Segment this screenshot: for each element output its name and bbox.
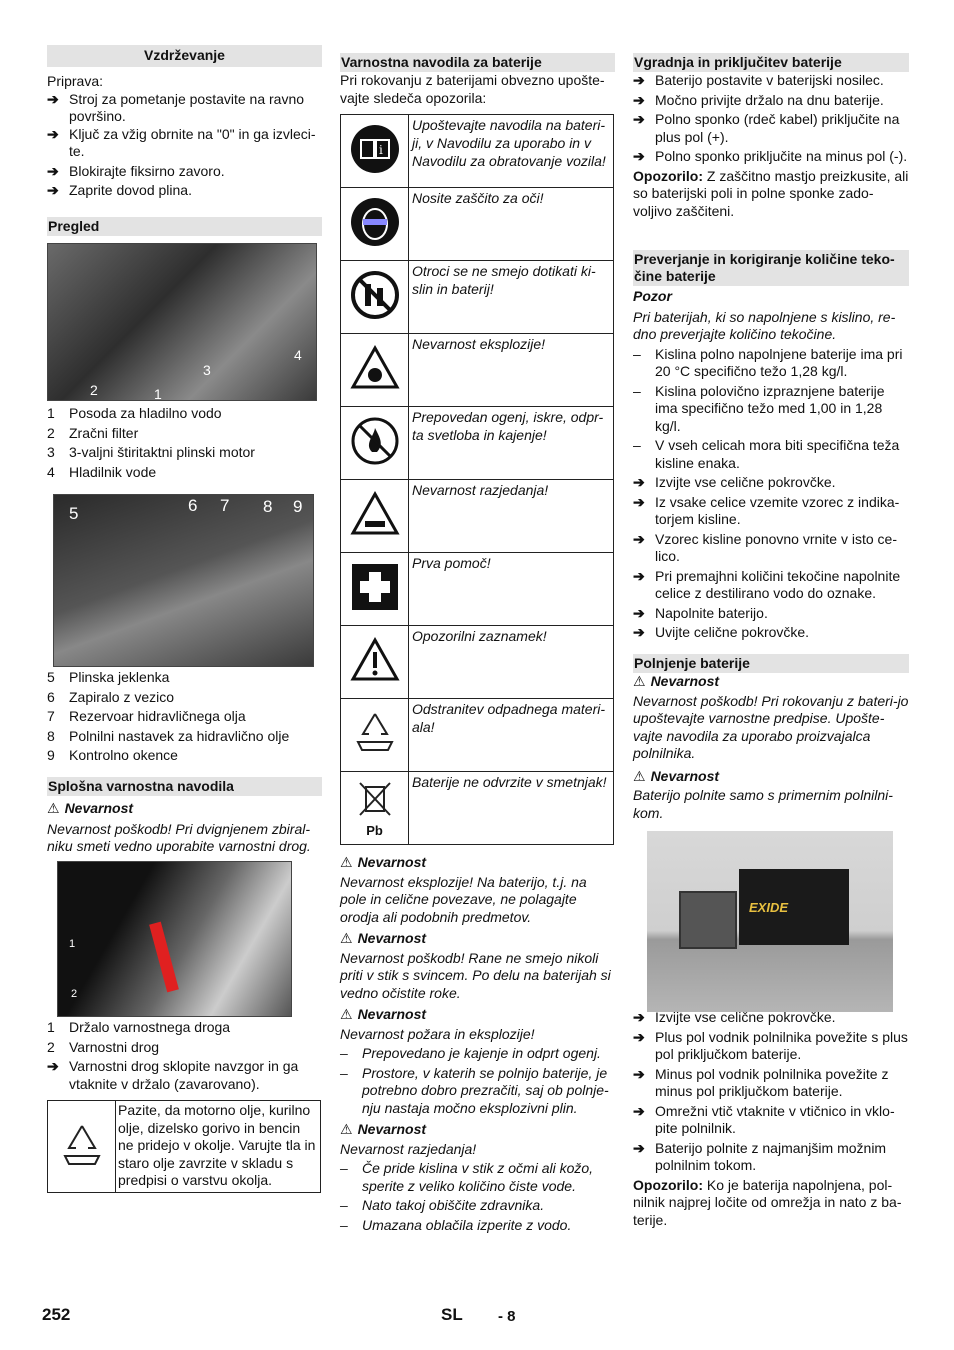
battery-brand-label: EXIDE [749,900,789,915]
corrosive-icon [341,480,409,553]
dash-item: V vseh celicah mora biti specifična teža kisline enaka. [655,437,900,471]
table-row [341,772,614,845]
no-fire-icon [341,407,409,480]
language-code: SL [441,1305,463,1324]
step: Blokirajte fiksirno zavoro. [69,162,225,179]
danger-label: Nevarnost [357,854,427,870]
callout: 3 [203,362,211,378]
arrow-icon: ➔ [47,162,59,179]
danger-text: Nevarnost poškodb! Pri rokovanju z bateri-jo upoštevajte varnostne predpise. Upošte-vajte navodila za uporabo proizvajalca polnilnika. [633,692,909,761]
arrow-icon: ➔ [633,72,645,88]
prep-label: Priprava: [47,73,104,89]
table-row [341,699,614,772]
dash-item: Prostore, v katerih se polnijo baterije, je potrebno dobro prezračiti, saj ob polnje-nju nastaja močno eksplozivni plin. [362,1064,609,1116]
item-label: Polnilni nastavek za hidravlično olje [69,727,290,744]
step: Baterijo postavite v baterijski nosilec. [655,72,884,88]
step: Iz vsake celice vzemite vzorec z indika-torjem kisline. [655,493,900,527]
section-title-check-fluid: Preverjanje in korigiranje količine teko-čine baterije [633,250,909,286]
check-fluid-section [633,288,909,642]
arrow-icon: ➔ [633,624,645,640]
step: Stroj za pometanje postavite na ravno površino. [69,90,305,124]
item-number: 6 [47,688,55,705]
row-text: Baterije ne odvrzite v smetnjak! [409,772,614,845]
step: Ključ za vžig obrnite na "0" in ga izvleci-te. [69,125,316,159]
caution-text: Pri baterijah, ki so napolnjene s kislino, re-dno preverjajte količino tekočine. [633,308,896,342]
step: Pri premajhni količini tekočine napolnite celice z destilirano vodo do oznake. [655,567,901,601]
charging-warnings [633,669,909,822]
row-text: Prepovedan ogenj, iskre, odpr-ta svetloba in kajenje! [409,407,614,480]
section-title-install: Vgradnja in priključitev baterije [633,53,909,72]
note-1 [633,168,909,221]
battery-safety-intro: Pri rokovanju z baterijami obvezno upošte-vajte sledeča opozorila: [340,72,605,106]
arrow-icon: ➔ [633,1065,645,1082]
arrow-icon: ➔ [633,1009,645,1025]
danger-label: Nevarnost [650,767,720,784]
column-1 [47,45,322,200]
page-number: 252 [42,1305,71,1324]
manual-icon [341,115,409,188]
step: Varnostni drog sklopite navzgor in ga vtaknite v držalo (zavarovano). [69,1058,299,1092]
legend-list-3 [47,1019,322,1093]
dash: – [633,382,641,399]
charger-device [679,891,737,949]
item-label: Rezervoar hidravličnega olja [69,708,246,724]
warning-triangle-icon: ⚠ [340,1121,353,1137]
safety-rod-photo [57,861,292,1017]
note-text: Z zaščitno mastjo preizkusite, ali so baterijski poli in polne sponke zado-voljivo zaščiteni. [633,167,909,219]
row-text: Nevarnost razjedanja! [409,480,614,553]
gas-tank-photo [53,494,314,667]
explosion-icon [341,334,409,407]
table-row [341,188,614,261]
dash: – [633,437,641,453]
pb-label: Pb [366,822,383,838]
item-label: Posoda za hladilno vodo [69,405,222,421]
warning-triangle-icon: ⚠ [340,854,353,870]
step: Zaprite dovod plina. [69,182,192,198]
recycle-icon [48,1101,116,1192]
step: Vzorec kisline ponovno vrnite v isto ce-lico. [655,530,897,564]
step: Izvijte vse celične pokrovčke. [655,1009,836,1025]
dash: – [633,345,641,362]
step: Napolnite baterijo. [655,604,768,621]
row-text: Nosite zaščito za oči! [409,188,614,261]
note-label: Opozorilo: [633,1176,703,1193]
warning-triangle-icon: ⚠ [340,1006,353,1022]
eye-protection-icon [341,188,409,261]
arrow-icon: ➔ [633,1102,645,1119]
danger-label: Nevarnost [357,930,427,946]
row-text: Opozorilni zaznamek! [409,626,614,699]
section-title-charging: Polnjenje baterije [633,654,909,673]
danger-label: Nevarnost [357,1006,427,1022]
danger-text: Nevarnost poškodb! Rane ne smejo nikoli priti v stik s svincem. Po delu na baterijah si vedno očistite roke. [340,949,611,1001]
item-number: 5 [47,669,55,685]
danger-text: Nevarnost požara in eksplozije! [340,1025,535,1042]
item-label: Zračni filter [69,424,139,441]
table-row [341,261,614,334]
battery-warnings [340,850,615,1234]
step: Močno privijte držalo na dnu baterije. [655,91,884,108]
battery-device [739,869,849,945]
item-number: 9 [47,747,55,763]
row-text: Upoštevajte navodila na bateri-ji, v Navodilu za uporabo in v Navodilu za obratovanje vozila! [409,115,614,188]
item-number: 3 [47,444,55,460]
warning-triangle-icon: ⚠ [47,800,60,816]
svg-text:i: i [378,142,383,157]
arrow-icon: ➔ [633,530,645,547]
item-number: 2 [47,424,55,441]
danger-label: Nevarnost [650,673,720,689]
table-row [341,626,614,699]
callout: 8 [263,497,273,516]
dash: – [340,1064,348,1081]
item-label: Zapiralo z vezico [69,688,175,705]
callout: 2 [71,988,78,1000]
dash-item: Če pride kislina v stik z očmi ali kožo, sperite z veliko količino čiste vode. [362,1160,594,1194]
callout: 9 [293,497,303,516]
step: Omrežni vtič vtaknite v vtičnico in vklo-pite polnilnik. [655,1102,895,1136]
row-text: Odstranitev odpadnega materi-ala! [409,699,614,772]
dash-item: Kislina polno napolnjene baterije ima pri 20 °C specifično težo 1,28 kg/l. [655,345,903,379]
step: Baterijo polnite z najmanjšim možnim polnilnim tokom. [655,1139,887,1173]
row-text: Nevarnost eksplozije! [409,334,614,407]
danger-text: Baterijo polnite samo s primernim polnilni-kom. [633,787,893,821]
dash-item: Nato takoj obiščite zdravnika. [362,1197,545,1213]
install-steps [633,72,909,220]
step: Uvijte celične pokrovčke. [655,624,810,640]
prep-steps [47,91,322,200]
sub-page-number: - 8 [498,1308,516,1325]
item-number: 1 [47,405,55,421]
dash: – [340,1045,348,1061]
arrow-icon: ➔ [633,604,645,621]
item-label: Varnostni drog [69,1038,160,1055]
caution-label: Pozor [633,288,672,304]
item-number: 4 [47,463,55,480]
section-title-general-safety: Splošna varnostna navodila [47,777,322,796]
arrow-icon: ➔ [633,91,645,108]
row-text: Prva pomoč! [409,553,614,626]
step: Polno sponko priključite na minus pol (-). [655,148,908,164]
charging-steps [633,1009,909,1229]
item-label: Hladilnik vode [69,463,157,480]
dash-item: Kislina polovično izpraznjene baterije ima specifično težo med 1,00 in 1,28 kg/l. [655,382,885,434]
danger-label: Nevarnost [357,1121,427,1137]
arrow-icon: ➔ [47,125,59,142]
item-label: 3-valjni štiritaktni plinski motor [69,444,255,460]
table-row [341,334,614,407]
warning-triangle-icon: ⚠ [633,673,646,689]
arrow-icon: ➔ [633,1028,645,1045]
danger-label: Nevarnost [64,800,134,816]
item-label: Držalo varnostnega droga [69,1019,231,1035]
row-text: Otroci se ne smejo dotikati ki-slin in baterij! [409,261,614,334]
arrow-icon: ➔ [633,1139,645,1156]
callout: 7 [220,496,230,515]
item-number: 1 [47,1019,55,1035]
arrow-icon: ➔ [47,90,59,107]
no-children-icon [341,261,409,334]
danger-text: Nevarnost razjedanja! [340,1140,477,1157]
safety-rod-marker [149,922,179,993]
callout: 2 [90,382,98,398]
callout: 4 [294,347,302,363]
environment-text: Pazite, da motorno olje, kurilno olje, dizelsko gorivo in bencin ne pridejo v okolje. Varujte tla in staro olje zavrzite v skladu s predpisi o varstvu okolja. [118,1102,316,1188]
step: Izvijte vse celične pokrovčke. [655,474,836,490]
arrow-icon: ➔ [633,493,645,510]
arrow-icon: ➔ [47,1058,59,1074]
callout: 5 [69,504,79,523]
item-number: 8 [47,727,55,744]
arrow-icon: ➔ [633,111,645,127]
legend-list-1 [47,405,322,481]
step: Polno sponko (rdeč kabel) priključite na plus pol (+). [655,111,900,145]
environment-note [47,1100,321,1193]
warning-triangle-icon: ⚠ [340,930,353,946]
arrow-icon: ➔ [633,474,645,490]
table-row [341,480,614,553]
dash: – [340,1216,348,1233]
recycle-icon [341,699,409,772]
battery-safety-table [340,114,614,845]
danger-block [47,796,322,856]
section-title-maintenance: Vzdrževanje [47,45,322,67]
callout: 1 [69,938,76,950]
warning-triangle-icon: ⚠ [633,767,646,784]
arrow-icon: ➔ [633,148,645,164]
table-row [341,115,614,188]
callout: 6 [188,496,198,515]
first-aid-icon [341,553,409,626]
table-row [341,407,614,480]
item-number: 7 [47,708,55,724]
section-title-battery-safety: Varnostna navodila za baterije [340,53,615,72]
table-row [341,553,614,626]
item-number: 2 [47,1038,55,1055]
step: Minus pol vodnik polnilnika povežite z minus pol priključkom baterije. [655,1065,889,1099]
battery-charger-photo [647,831,893,1012]
item-label: Plinska jeklenka [69,669,170,685]
engine-photo [47,243,317,401]
section-title-overview: Pregled [47,217,322,236]
arrow-icon: ➔ [47,182,59,198]
item-label: Kontrolno okence [69,747,178,763]
dash-item: Prepovedano je kajenje in odprt ogenj. [362,1045,601,1061]
warning-icon [341,626,409,699]
dash-item: Umazana oblačila izperite z vodo. [362,1216,572,1233]
danger-text: Nevarnost eksplozije! Na baterijo, t.j. na pole in celične povezave, ne polagajte orodja ali podobnih predmetov. [340,873,587,925]
step: Plus pol vodnik polnilnika povežite s plus pol priključkom baterije. [655,1028,908,1062]
note-2 [633,1177,909,1230]
arrow-icon: ➔ [633,567,645,584]
no-trash-pb-icon [341,772,409,845]
note-text: Ko je baterija napolnjena, pol-nilnik najprej ločite od omrežja in nato z ba-terije. [633,1176,902,1228]
callout: 1 [154,386,162,401]
danger-text: Nevarnost poškodb! Pri dvignjenem zbiral-niku smeti vedno uporabite varnostni drog. [47,820,311,854]
dash: – [340,1197,348,1213]
note-label: Opozorilo: [633,167,703,184]
legend-list-2 [47,669,322,765]
dash: – [340,1160,348,1176]
